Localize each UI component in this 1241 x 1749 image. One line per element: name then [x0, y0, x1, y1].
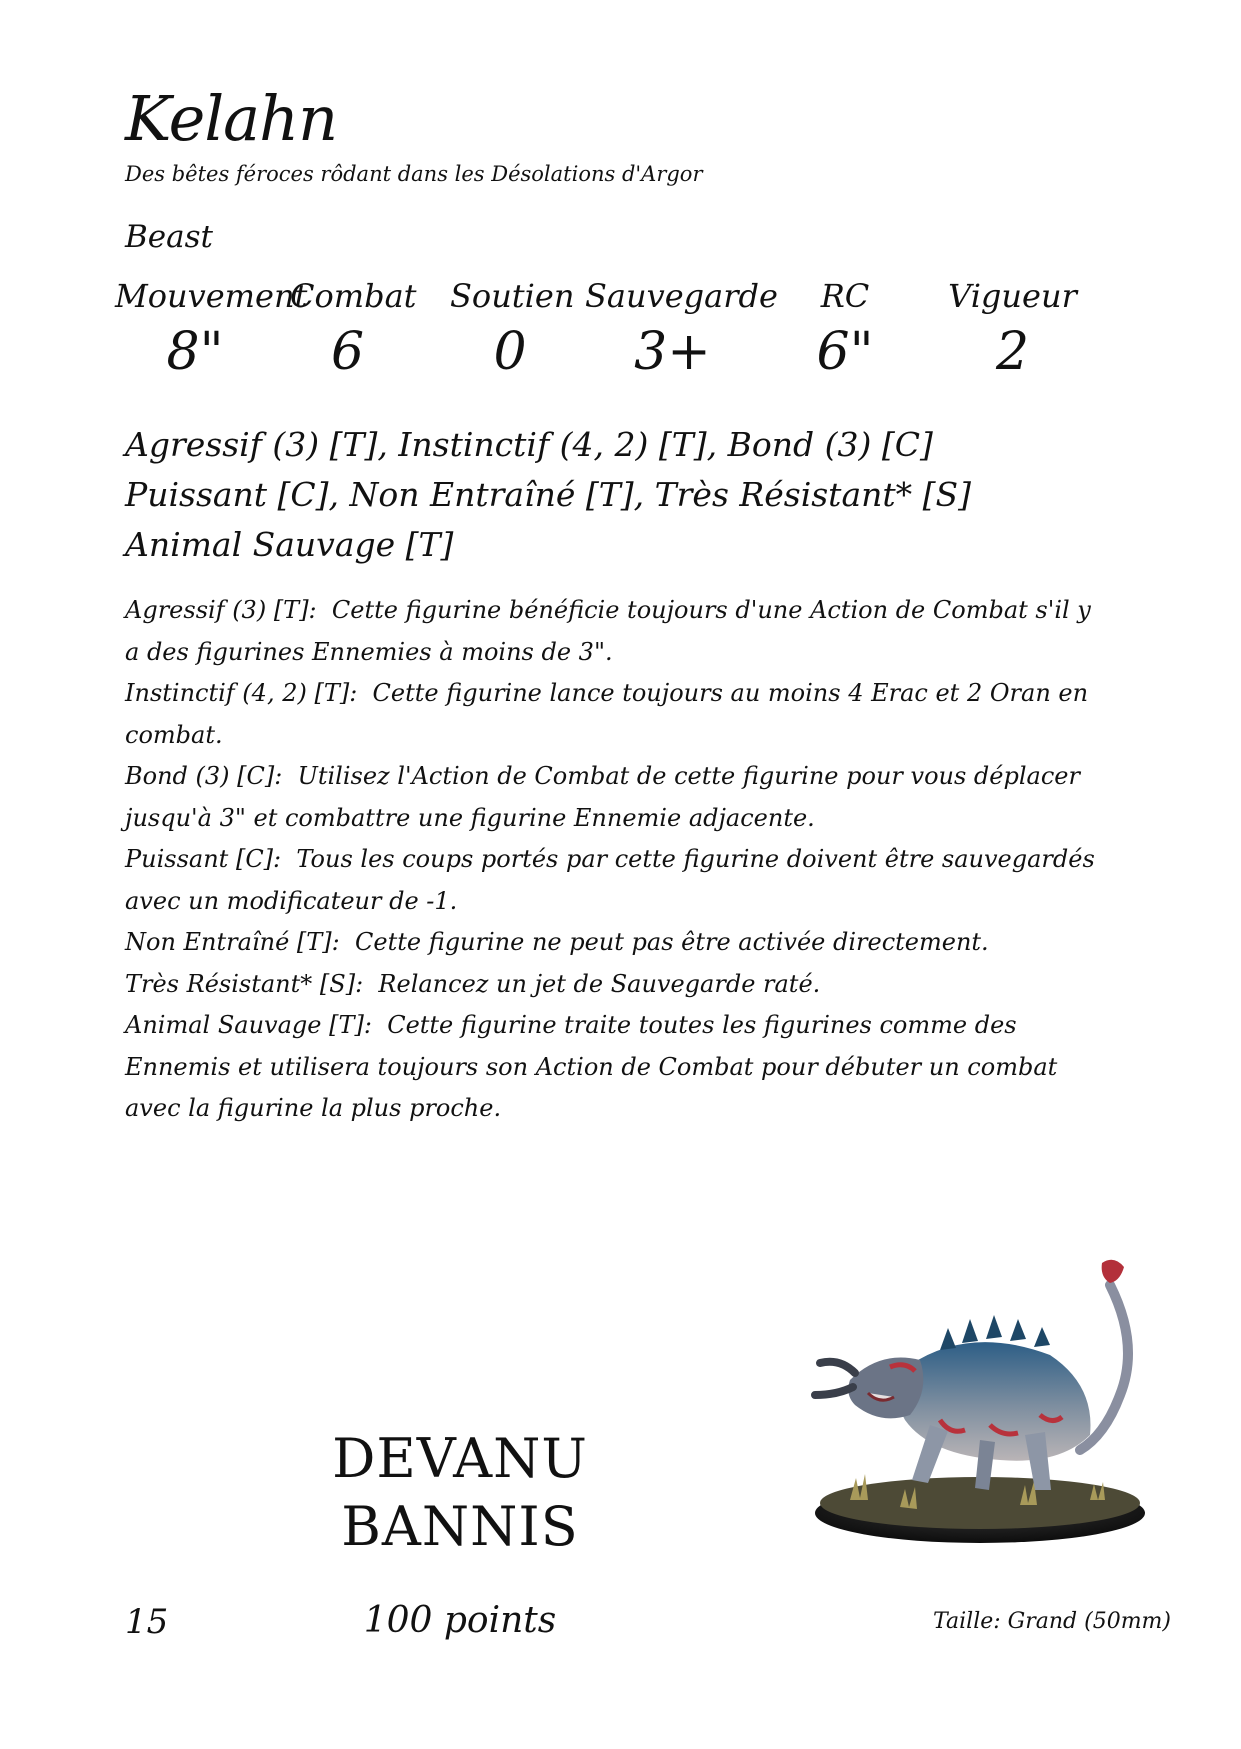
- stat-rc: [770, 277, 920, 382]
- rule-name: Très Résistant* [S]:: [125, 969, 364, 998]
- miniature-photo: [790, 1245, 1190, 1545]
- rule-text: Cette figurine lance toujours au moins 4 Erac et 2 Oran en combat.: [125, 679, 1089, 749]
- abilities-summary: [125, 420, 1125, 570]
- faction-line: BANNIS: [341, 1495, 579, 1558]
- stat-value: 2: [995, 322, 1030, 382]
- rule-entry: [125, 590, 1105, 673]
- rule-name: Bond (3) [C]:: [125, 762, 283, 790]
- rule-entry: [125, 673, 1105, 756]
- unit-subtitle: Des bêtes féroces rôdant dans les Désolations d'Argor: [125, 162, 703, 186]
- stat-label: RC: [820, 277, 870, 315]
- base-size: Taille: Grand (50mm): [933, 1609, 1171, 1634]
- rule-entry: [125, 1005, 1105, 1130]
- stat-soutien: [450, 277, 575, 382]
- faction-line: DEVANU: [332, 1427, 588, 1490]
- rule-text: Cette figurine traite toutes les figurines comme des Ennemis et utilisera toujours son Action de Combat pour débuter un combat avec la figurine la plus proche.: [125, 1011, 1058, 1122]
- rule-text: Relancez un jet de Sauvegarde raté.: [378, 969, 821, 998]
- rule-text: Tous les coups portés par cette figurine doivent être sauvegardés avec un modificateur de -1.: [125, 845, 1095, 915]
- rule-name: Instinctif (4, 2) [T]:: [125, 679, 358, 707]
- rule-entry: [125, 756, 1105, 839]
- rule-text: Cette figurine ne peut pas être activée directement.: [355, 928, 989, 956]
- rule-name: Non Entraîné [T]:: [125, 928, 340, 956]
- unit-type: Beast: [125, 219, 213, 255]
- abilities-line: Animal Sauvage [T]: [125, 525, 454, 564]
- points-cost: 100 points: [363, 1600, 557, 1641]
- rule-entry: [125, 839, 1105, 922]
- stat-value: 8": [166, 322, 224, 382]
- stat-combat: [290, 277, 417, 382]
- faction-name: [310, 1425, 610, 1561]
- abilities-line: Puissant [C], Non Entraîné [T], Très Résistant* [S]: [125, 475, 971, 514]
- abilities-line: Agressif (3) [T], Instinctif (4, 2) [T], Bond (3) [C]: [125, 425, 933, 464]
- stat-label: Vigueur: [948, 277, 1077, 315]
- rule-name: Puissant [C]:: [125, 845, 282, 873]
- rule-entry: [125, 964, 1105, 1006]
- stat-value: 0: [493, 322, 527, 382]
- stat-value: 6": [816, 322, 874, 382]
- stat-vigueur: [930, 277, 1095, 382]
- stat-value: 6: [330, 322, 365, 382]
- stat-block: [115, 277, 1175, 390]
- rule-text: Cette figurine bénéficie toujours d'une Action de Combat s'il y a des figurines Ennemies à moins de 3".: [125, 596, 1091, 666]
- stat-sauvegarde: [585, 277, 778, 382]
- rules-list: [125, 590, 1105, 1130]
- stat-mouvement: [115, 277, 308, 382]
- stat-value: 3+: [634, 322, 711, 382]
- rule-name: Agressif (3) [T]:: [125, 596, 317, 624]
- stat-label: Soutien: [450, 277, 575, 315]
- page-number: 15: [125, 1602, 169, 1642]
- rule-text: Utilisez l'Action de Combat de cette figurine pour vous déplacer jusqu'à 3" et combattre une figurine Ennemie adjacente.: [125, 762, 1080, 832]
- stat-label: Sauvegarde: [585, 277, 778, 315]
- rule-entry: [125, 922, 1105, 964]
- unit-title: Kelahn: [125, 82, 337, 155]
- rule-name: Animal Sauvage [T]:: [125, 1011, 372, 1039]
- stat-label: Combat: [290, 277, 417, 315]
- stat-label: Mouvement: [115, 277, 308, 315]
